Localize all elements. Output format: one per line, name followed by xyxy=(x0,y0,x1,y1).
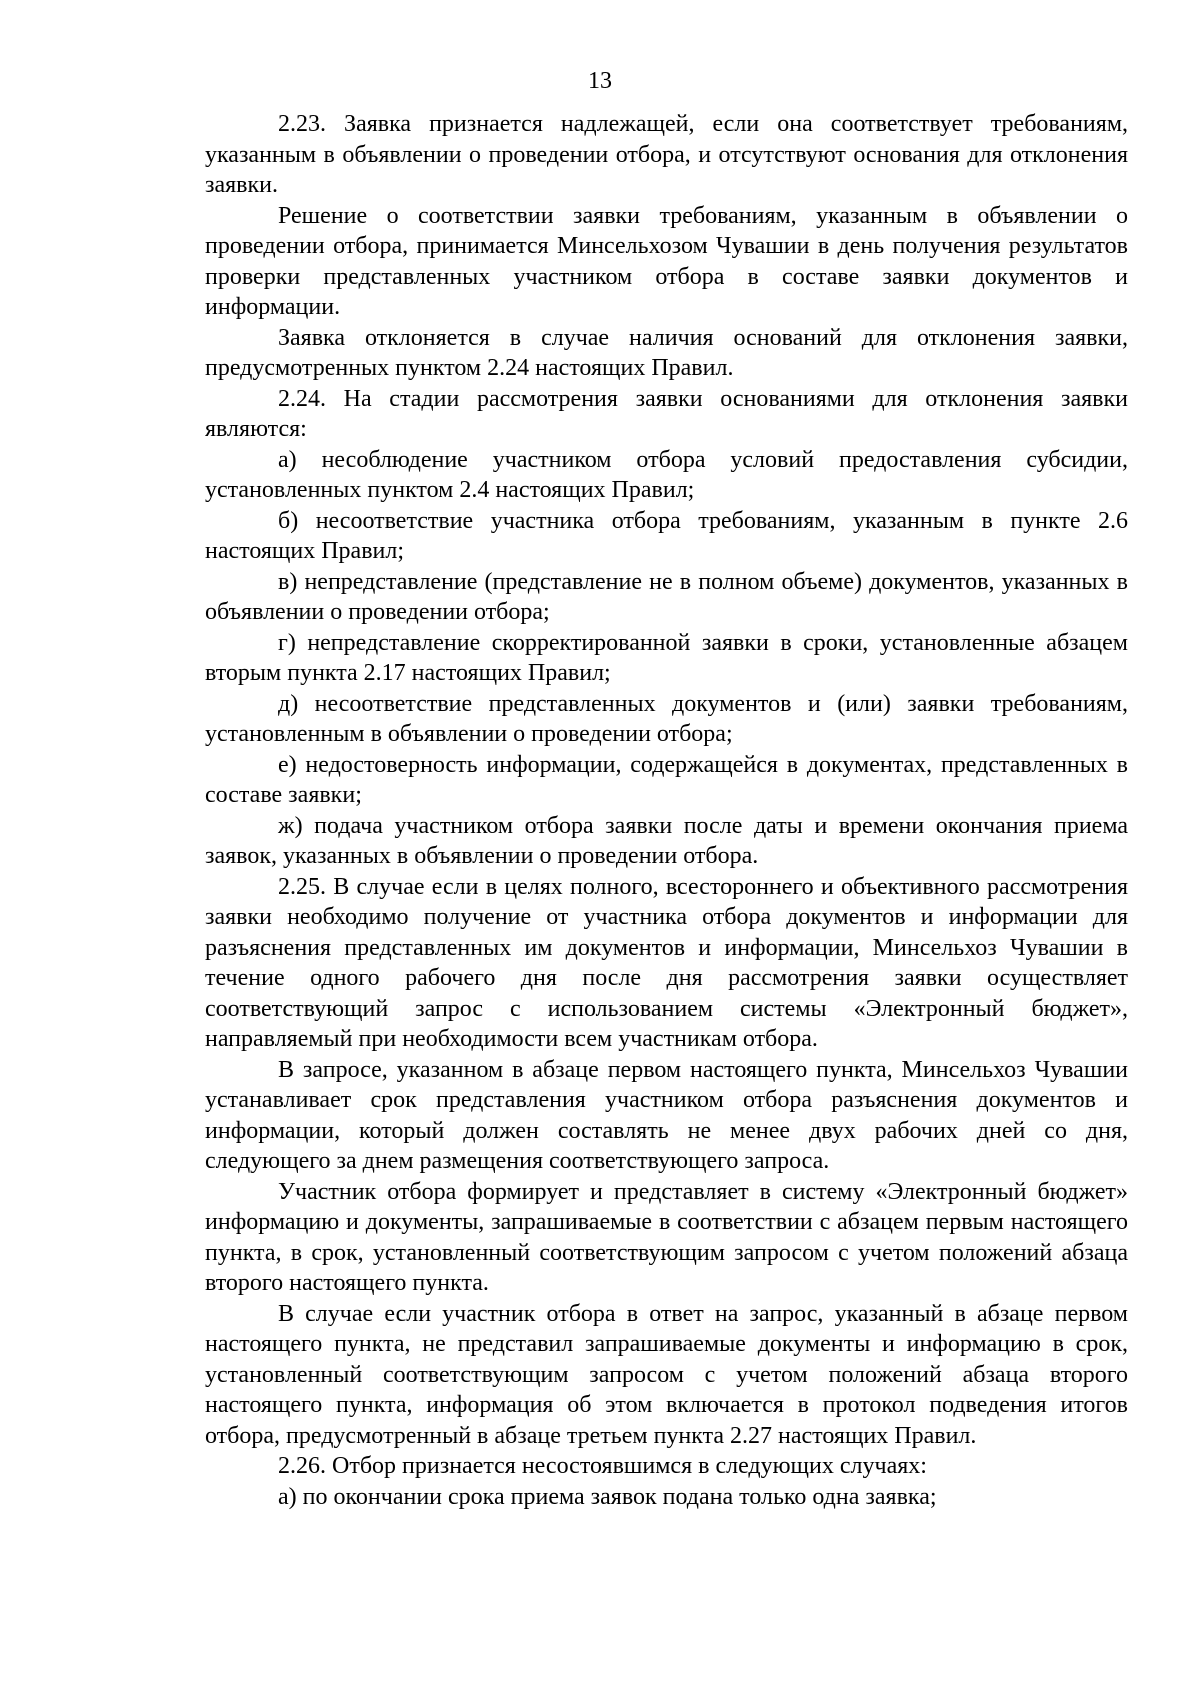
paragraph-2-24: 2.24. На стадии рассмотрения заявки основаниями для отклонения заявки являются: xyxy=(205,385,1128,442)
paragraph-decision: Решение о соответствии заявки требованиям, указанным в объявлении о проведении отбора, принимается Минсельхозом Чувашии в день получения результатов проверки представленных участником отбора в составе заявки документов и информации. xyxy=(205,202,1128,320)
list-item-2-26-a: а) по окончании срока приема заявок подана только одна заявка; xyxy=(278,1483,937,1510)
list-item-e: е) недостоверность информации, содержащейся в документах, представленных в составе заявки; xyxy=(205,751,1128,808)
paragraph-2-25: 2.25. В случае если в целях полного, всестороннего и объективного рассмотрения заявки необходимо получение от участника отбора документов и информации для разъяснения представленных им документов и информации, Минсельхоз Чувашии в течение одного рабочего дня после дня рассмотрения заявки осуществляет соответствующий запрос с использованием системы «Электронный бюджет», направляемый при необходимости всем участникам отбора. xyxy=(205,873,1128,1052)
paragraph-request-deadline: В запросе, указанном в абзаце первом настоящего пункта, Минсельхоз Чувашии устанавливает срок представления участником отбора разъяснения документов и информации, который должен составлять не менее двух рабочих дней со дня, следующего за днем размещения соответствующего запроса. xyxy=(205,1056,1128,1174)
page-number: 13 xyxy=(588,68,612,94)
list-item-a: а) несоблюдение участником отбора условий предоставления субсидии, установленных пунктом 2.4 настоящих Правил; xyxy=(205,446,1128,503)
list-item-d: д) несоответствие представленных документов и (или) заявки требованиям, установленным в объявлении о проведении отбора; xyxy=(205,690,1128,747)
list-item-zh: ж) подача участником отбора заявки после даты и времени окончания приема заявок, указанных в объявлении о проведении отбора. xyxy=(205,812,1128,869)
paragraph-rejection: Заявка отклоняется в случае наличия оснований для отклонения заявки, предусмотренных пунктом 2.24 настоящих Правил. xyxy=(205,324,1128,381)
paragraph-no-response: В случае если участник отбора в ответ на запрос, указанный в абзаце первом настоящего пункта, не представил запрашиваемые документы и информацию в срок, установленный соответствующим запросом с учетом положений абзаца второго настоящего пункта, информация об этом включается в протокол подведения итогов отбора, предусмотренный в абзаце третьем пункта 2.27 настоящих Правил. xyxy=(205,1300,1128,1449)
paragraph-2-26: 2.26. Отбор признается несостоявшимся в следующих случаях: xyxy=(278,1453,927,1479)
list-item-v: в) непредставление (представление не в полном объеме) документов, указанных в объявлении о проведении отбора; xyxy=(205,568,1128,625)
document-body xyxy=(205,109,1128,1512)
paragraph-2-23: 2.23. Заявка признается надлежащей, если она соответствует требованиям, указанным в объявлении о проведении отбора, и отсутствуют основания для отклонения заявки. xyxy=(205,111,1128,198)
list-item-b: б) несоответствие участника отбора требованиям, указанным в пункте 2.6 настоящих Правил; xyxy=(205,507,1128,564)
list-item-g: г) непредставление скорректированной заявки в сроки, установленные абзацем вторым пункта 2.17 настоящих Правил; xyxy=(205,629,1128,686)
paragraph-participant-submits: Участник отбора формирует и представляет в систему «Электронный бюджет» информацию и документы, запрашиваемые в соответствии с абзацем первым настоящего пункта, в срок, установленный соответствующим запросом с учетом положений абзаца второго настоящего пункта. xyxy=(205,1178,1128,1296)
